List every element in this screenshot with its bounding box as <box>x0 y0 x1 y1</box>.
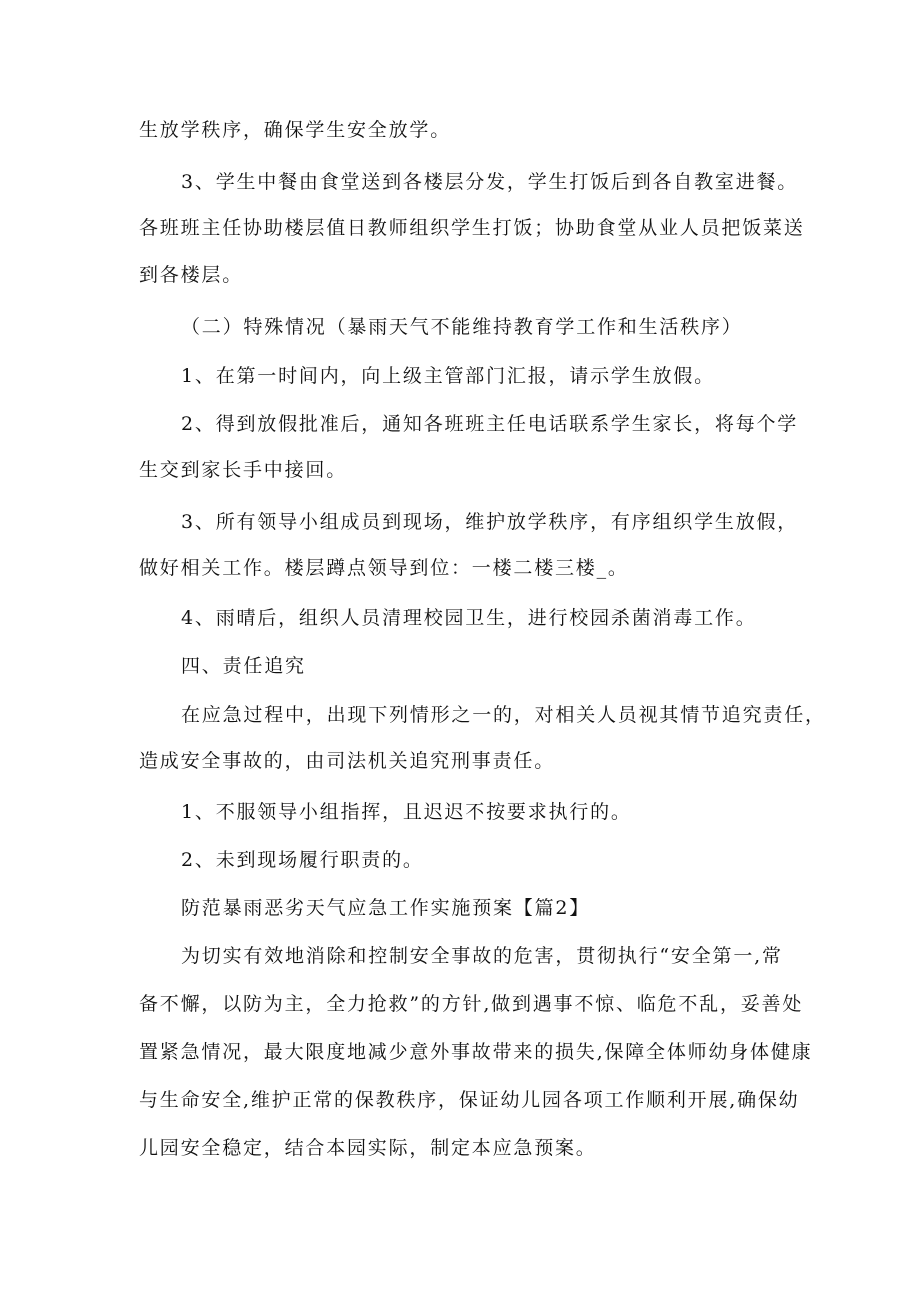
text-line: 3、学生中餐由食堂送到各楼层分发，学生打饭后到各自教室进餐。 <box>181 171 799 193</box>
text-line: 到各楼层。 <box>139 264 244 286</box>
text-line: 在应急过程中，出现下列情形之一的，对相关人员视其情节追究责任， <box>181 704 826 726</box>
text-line: 为切实有效地消除和控制安全事故的危害，贯彻执行“安全第一,常 <box>181 945 783 967</box>
text-line: 置紧急情况，最大限度地减少意外事故带来的损失,保障全体师幼身体健康 <box>139 1041 813 1063</box>
text-line: 2、未到现场履行职责的。 <box>181 849 424 871</box>
text-line: 各班班主任协助楼层值日教师组织学生打饭；协助食堂从业人员把饭菜送 <box>139 217 805 239</box>
section-heading: 四、责任追究 <box>181 655 306 677</box>
text-line: 儿园安全稳定，结合本园实际，制定本应急预案。 <box>139 1137 597 1159</box>
text-line: 备不懈，以防为主，全力抢救”的方针,做到遇事不惊、临危不乱，妥善处 <box>139 993 804 1015</box>
text-line: 2、得到放假批准后，通知各班班主任电话联系学生家长，将每个学 <box>181 413 799 435</box>
text-line: 与生命安全,维护正常的保教秩序，保证幼儿园各项工作顺利开展,确保幼 <box>139 1089 800 1111</box>
article-title: 防范暴雨恶劣天气应急工作实施预案【篇2】 <box>181 897 591 919</box>
text-line: 1、在第一时间内，向上级主管部门汇报，请示学生放假。 <box>181 365 715 387</box>
section-heading: （二）特殊情况（暴雨天气不能维持教育学工作和生活秩序） <box>181 316 743 338</box>
text-line: 生放学秩序，确保学生安全放学。 <box>139 119 452 141</box>
text-line: 1、不服领导小组指挥，且迟迟不按要求执行的。 <box>181 801 632 823</box>
text-line: 做好相关工作。楼层蹲点领导到位：一楼二楼三楼_。 <box>139 557 629 579</box>
text-line: 生交到家长手中接回。 <box>139 459 348 481</box>
text-line: 造成安全事故的，由司法机关追究刑事责任。 <box>139 750 556 772</box>
text-line: 3、所有领导小组成员到现场，维护放学秩序，有序组织学生放假， <box>181 511 799 533</box>
text-line: 4、雨晴后，组织人员清理校园卫生，进行校园杀菌消毒工作。 <box>181 607 757 629</box>
